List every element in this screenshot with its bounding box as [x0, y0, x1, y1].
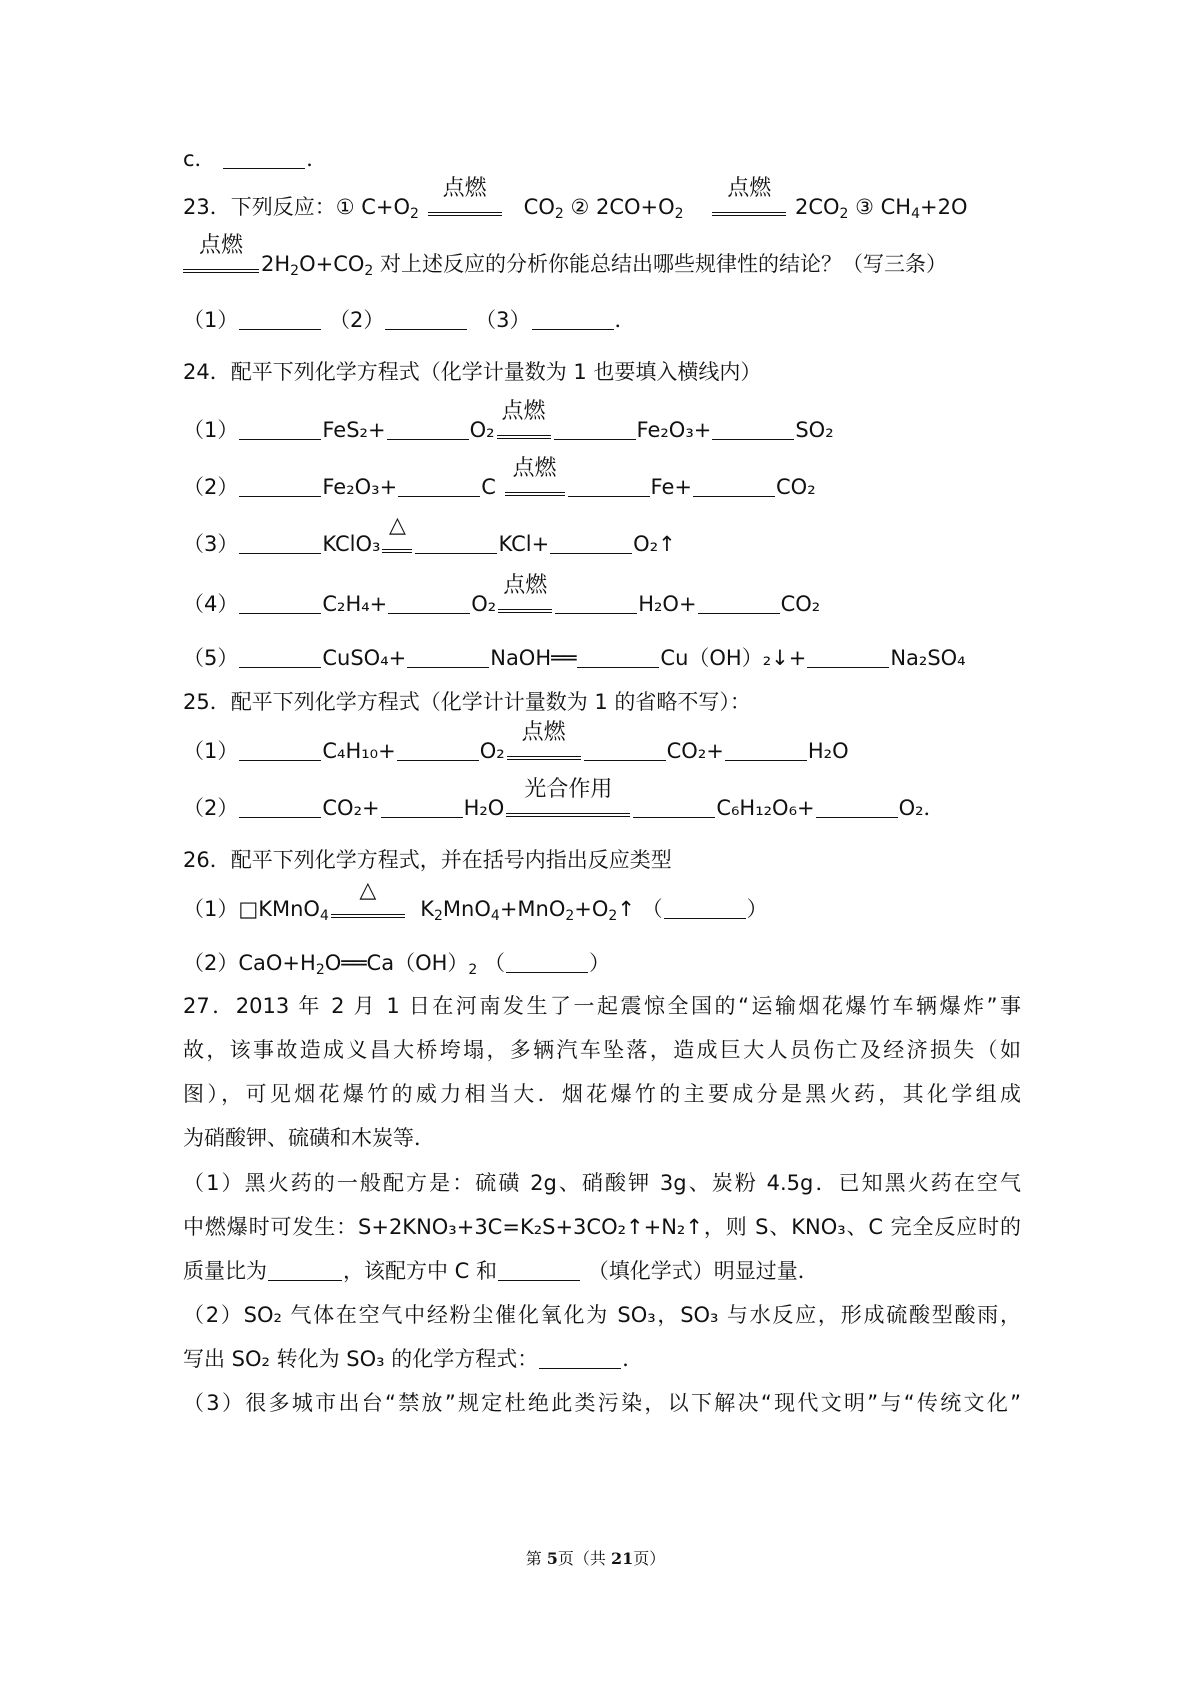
answer-blank[interactable]: [664, 898, 746, 919]
page-footer: 第 5页（共 21页）: [525, 1549, 666, 1568]
ignite-condition: 点燃: [712, 206, 786, 216]
question-24-eq4: （4） C₂H₄+ O₂ 点燃 H₂O+ CO₂: [183, 573, 821, 616]
answer-blank[interactable]: [584, 740, 666, 761]
answer-blank[interactable]: [554, 419, 636, 440]
page-total: 21: [611, 1549, 634, 1568]
question-27-part2-line1: （2）SO₂ 气体在空气中经粉尘催化氧化为 SO₃，SO₃ 与水反应，形成硫酸型酸雨，: [183, 1303, 1021, 1327]
question-27-part3-line1: （3）很多城市出台“禁放”规定杜绝此类污染，以下解决“现代文明”与“传统文化”: [183, 1391, 1021, 1415]
answer-blank[interactable]: [239, 533, 321, 554]
heat-condition: △: [382, 543, 412, 553]
question-27-part1-line3: 质量比为 ，该配方中 C 和 （填化学式）明显过量．: [183, 1259, 819, 1283]
heat-condition: △: [331, 908, 405, 918]
answer-blank[interactable]: [239, 476, 321, 497]
answer-blank[interactable]: [633, 797, 715, 818]
question-24-eq2: （2） Fe₂O₃+ C 点燃 Fe+ CO₂: [183, 456, 816, 499]
question-26-eq1: （1）□KMnO$_4$ △ $K_2MnO_4+MnO_2+O_2↑$ （ ）: [183, 878, 768, 924]
answer-blank[interactable]: [381, 797, 463, 818]
answer-line-c: c． ．: [183, 147, 328, 171]
question-23-line1: 23．下列反应：① $C+O_2$ 点燃 $CO_2$ ② $2CO+O_2$ 点燃 $2CO_2$ ③ $CH_4+2O$: [183, 176, 968, 222]
answer-blank[interactable]: [807, 647, 889, 668]
label: c．: [183, 147, 216, 171]
question-25-title: 25．配平下列化学方程式（化学计计量数为 1 的省略不写）：: [183, 690, 751, 714]
answer-blank[interactable]: [387, 419, 469, 440]
question-27-line3: 图），可见烟花爆竹的威力相当大．烟花爆竹的主要成分是黑火药，其化学组成: [183, 1082, 1021, 1106]
question-24-eq3: （3） KClO₃ △ KCl+ O₂↑: [183, 513, 676, 556]
question-23-line2: 点燃 $2H_2O+CO_2$ 对上述反应的分析你能总结出哪些规律性的结论？（写三条）: [183, 250, 1021, 285]
question-25-eq2: （2） CO₂+ H₂O 光合作用 C₆H₁₂O₆+ O₂．: [183, 777, 945, 820]
answer-blank[interactable]: [239, 647, 321, 668]
answer-blank[interactable]: [239, 309, 321, 330]
answer-blank[interactable]: [268, 1260, 342, 1281]
ignite-condition: 点燃: [507, 750, 581, 760]
answer-blank[interactable]: [223, 148, 305, 169]
answer-blank[interactable]: [506, 952, 588, 973]
answer-blank[interactable]: [388, 593, 470, 614]
question-24-eq5: （5） CuSO₄+ NaOH══ Cu（OH）₂↓+ Na₂SO₄: [183, 646, 966, 670]
question-27-part2-line2: 写出 SO₂ 转化为 SO₃ 的化学方程式： ．: [183, 1347, 644, 1371]
answer-blank[interactable]: [816, 797, 898, 818]
answer-blank[interactable]: [385, 309, 467, 330]
answer-blank[interactable]: [239, 593, 321, 614]
question-26-eq2: $(2)CaO+H_2O══Ca(OH)_2$ （ ）: [183, 951, 611, 978]
question-25-eq1: （1） C₄H₁₀+ O₂ 点燃 CO₂+ H₂O: [183, 720, 849, 763]
question-27-line2: 故，该事故造成义昌大桥垮塌，多辆汽车坠落，造成巨大人员伤亡及经济损失（如: [183, 1038, 1021, 1062]
question-27-line4: 为硝酸钾、硫磺和木炭等．: [183, 1126, 435, 1150]
answer-blank[interactable]: [239, 797, 321, 818]
question-26-title: 26．配平下列化学方程式，并在括号内指出反应类型: [183, 848, 672, 872]
answer-blank[interactable]: [239, 419, 321, 440]
ignite-condition: 点燃: [497, 429, 551, 439]
answer-blank[interactable]: [407, 647, 489, 668]
question-24-title: 24．配平下列化学方程式（化学计量数为 1 也要填入横线内）: [183, 360, 762, 384]
question-27-line1: 27．2013 年 2 月 1 日在河南发生了一起震惊全国的“运输烟花爆竹车辆爆炸”事: [183, 994, 1021, 1018]
answer-blank[interactable]: [397, 740, 479, 761]
answer-blank[interactable]: [498, 1260, 580, 1281]
answer-blank[interactable]: [568, 476, 650, 497]
page-number: 5: [546, 1549, 558, 1568]
question-27-part1-line1: （1）黑火药的一般配方是：硫磺 2g、硝酸钾 3g、炭粉 4.5g．已知黑火药在空气: [183, 1171, 1021, 1195]
answer-blank[interactable]: [415, 533, 497, 554]
answer-blank[interactable]: [550, 533, 632, 554]
answer-blank[interactable]: [239, 740, 321, 761]
ignite-condition: 点燃: [498, 603, 552, 613]
ignite-condition: 点燃: [505, 486, 565, 496]
answer-blank[interactable]: [577, 647, 659, 668]
answer-blank[interactable]: [555, 593, 637, 614]
answer-blank[interactable]: [539, 1348, 621, 1369]
question-24-eq1: （1） FeS₂+ O₂ 点燃 Fe₂O₃+ SO₂: [183, 399, 834, 442]
answer-blank[interactable]: [532, 309, 614, 330]
ignite-condition: 点燃: [428, 206, 502, 216]
ignite-condition: 点燃: [183, 263, 259, 273]
answer-blank[interactable]: [725, 740, 807, 761]
question-23-answers: （1） （2） （3） ．: [183, 308, 636, 332]
photosynthesis-condition: 光合作用: [506, 807, 630, 817]
answer-blank[interactable]: [398, 476, 480, 497]
answer-blank[interactable]: [693, 476, 775, 497]
question-27-part1-line2: 中燃爆时可发生：S+2KNO₃+3C=K₂S+3CO₂↑+N₂↑，则 S、KNO₃、C 完全反应时的: [183, 1215, 1021, 1239]
answer-blank[interactable]: [698, 593, 780, 614]
answer-blank[interactable]: [712, 419, 794, 440]
